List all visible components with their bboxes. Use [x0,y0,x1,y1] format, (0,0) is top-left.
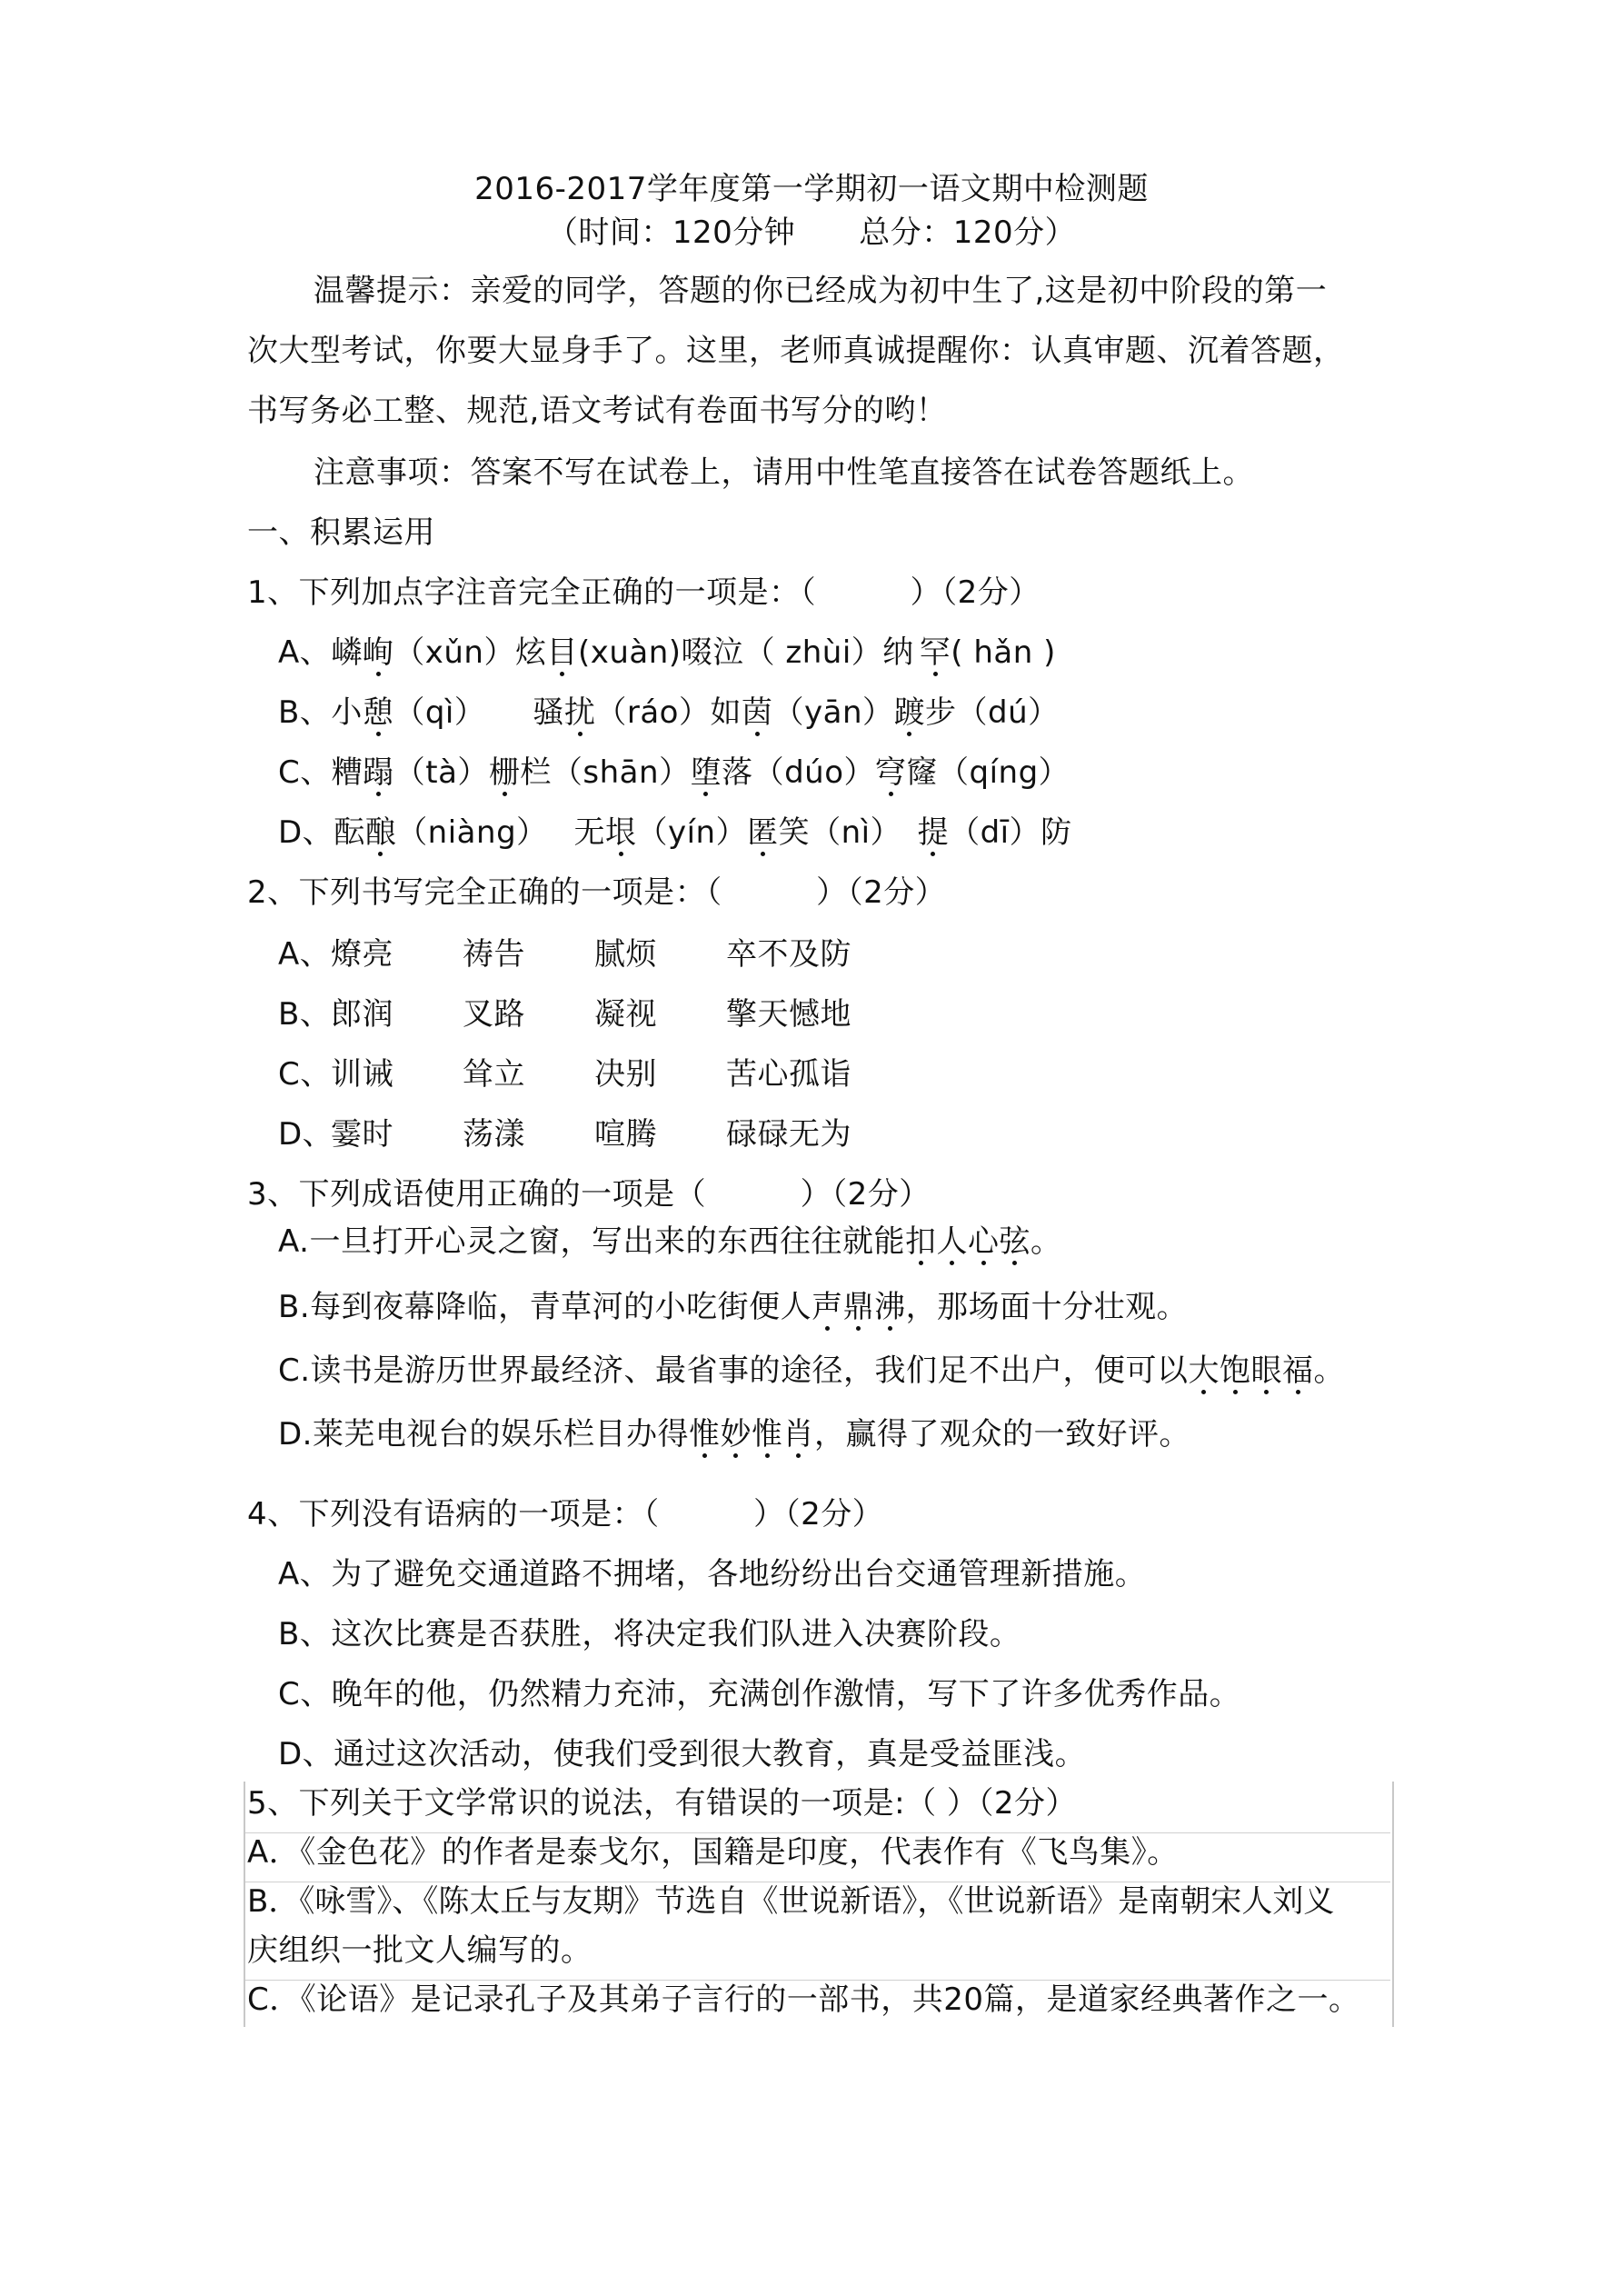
dotted-char: 踱 [893,694,925,731]
text: 笑（nì） [778,814,918,851]
dotted-char: 眼 [1250,1353,1283,1389]
notice-line: 注意事项：答案不写在试卷上，请用中性笔直接答在试卷答题纸上。 [314,454,1254,491]
text: （dī）防 [949,814,1072,851]
q5-option-b-line2: 庆组织一批文人编写的。 [247,1932,592,1969]
text: （tà） [393,754,489,791]
dotted-char: 蹋 [363,754,394,791]
section-heading: 一、积累运用 [247,514,435,551]
dotted-char: 惟 [752,1416,783,1452]
word: 郎润 [331,996,393,1033]
text: C.读书是游历世界最经济、最省事的途径，我们足不出户，便可以 [278,1353,1189,1389]
q5-option-b-line1: B．《咏雪》、《陈太丘与友期》节选自《世说新语》，《世说新语》是南朝宋人刘义 [247,1883,1335,1920]
word: 决别 [594,1056,657,1093]
dotted-char: 人 [936,1223,968,1260]
q5-option-a: A．《金色花》的作者是泰戈尔，国籍是印度，代表作有《飞鸟集》。 [247,1834,1179,1871]
text: 步（dú） [925,694,1060,731]
word: 叉路 [463,996,525,1033]
word: 苦心孤诣 [726,1056,851,1093]
dotted-char: 声 [812,1289,843,1325]
q1-option-a [278,634,1056,671]
dotted-char: 憩 [362,694,394,731]
dotted-char: 酿 [364,814,397,851]
q3-stem: 3、下列成语使用正确的一项是（ ）（2分） [247,1176,931,1213]
q3-option-c [278,1353,1345,1389]
q5-stem: 5、下列关于文学常识的说法，有错误的一项是:（ ）（2分） [247,1785,1078,1822]
text: D.莱芜电视台的娱乐栏目办得 [278,1416,689,1452]
dotted-char: 目 [546,634,578,671]
text: ，那场面十分壮观。 [905,1289,1189,1325]
word: 训诫 [331,1056,393,1093]
dotted-char: 大 [1188,1353,1220,1389]
text: （niàng） 无 [396,814,605,851]
tip-line-2: 次大型考试，你要大显身手了。这里，老师真诚提醒你：认真审题、沉着答题， [247,333,1345,369]
dotted-char: 栅 [488,754,521,791]
text: 。 [1313,1353,1346,1389]
q2-stem: 2、下列书写完全正确的一项是：（ ）（2分） [247,874,947,911]
dotted-char: 匿 [747,814,779,851]
dotted-char: 峋 [362,634,394,671]
text: 落（dúo） [722,754,876,791]
q5-option-c: C．《论语》是记录孔子及其弟子言行的一部书，共20篇，是道家经典著作之一。 [247,1982,1360,2018]
q4-option-a: A、为了避免交通道路不拥堵，各地纷纷出台交通管理新措施。 [278,1556,1147,1592]
text: 。 [1030,1223,1062,1260]
word: 凝视 [594,996,657,1033]
dotted-char: 沸 [874,1289,906,1325]
dotted-char: 垠 [604,814,637,851]
text: （xǔn）炫 [393,634,547,671]
text: B、小 [278,694,363,731]
q3-option-b [278,1289,1188,1325]
exam-total-score: 总分：120分） [859,215,1077,251]
dotted-char: 扣 [904,1223,937,1260]
q1-option-d [278,814,1072,851]
text: B.每到夜幕降临，青草河的小吃街便人 [278,1289,812,1325]
word: 腻烦 [594,936,657,973]
text: 栏（shān） [520,754,691,791]
q2-option-a [278,936,851,973]
word: 耸立 [463,1056,525,1093]
text: ( hǎn ) [951,634,1056,671]
dotted-char: 妙 [720,1416,752,1452]
option-label: A、 [278,634,332,671]
q1-option-b [278,694,1060,731]
word: 擎天憾地 [726,996,851,1033]
word: 燎亮 [331,936,393,973]
exam-title: 2016-2017学年度第一学期初一语文期中检测题 [474,171,1149,207]
dotted-char: 穹 [875,754,907,791]
text: （qì） 骚 [393,694,564,731]
q3-option-a [278,1223,1061,1260]
option-label: B、 [278,996,332,1033]
text: (xuàn)啜泣（ zhùi）纳 [577,634,914,671]
exam-subtitle [0,215,1623,251]
word: 霎时 [331,1116,393,1153]
dotted-char: 扰 [563,694,596,731]
divider [245,1980,1390,1981]
text: D、酝 [278,814,365,851]
q2-option-d [278,1116,851,1153]
q1-stem: 1、下列加点字注音完全正确的一项是：（ ）（2分） [247,574,1041,611]
q3-option-d [278,1416,1190,1452]
text: （yín） [636,814,748,851]
q4-option-b: B、这次比赛是否获胜，将决定我们队进入决赛阶段。 [278,1616,1021,1652]
dotted-char: 提 [917,814,950,851]
text: （yān） [772,694,894,731]
dotted-char: 堕 [690,754,722,791]
dotted-char: 茵 [741,694,773,731]
q1-option-c [278,754,1070,791]
option-label: D、 [278,1116,334,1153]
divider [245,1832,1390,1833]
dotted-char: 惟 [689,1416,721,1452]
word: 祷告 [463,936,525,973]
word: 卒不及防 [726,936,851,973]
q4-option-c: C、晚年的他，仍然精力充沛，充满创作激情，写下了许多优秀作品。 [278,1676,1241,1712]
q2-option-b [278,996,851,1033]
dotted-char: 鼎 [842,1289,875,1325]
tip-line-1: 温馨提示：亲爱的同学，答题的你已经成为初中生了,这是初中阶段的第一 [314,273,1328,309]
dotted-char: 饱 [1220,1353,1251,1389]
q4-option-d: D、通过这次活动，使我们受到很大教育，真是受益匪浅。 [278,1736,1087,1772]
dotted-char: 福 [1282,1353,1314,1389]
dotted-char: 肖 [782,1416,814,1452]
tip-line-3: 书写务必工整、规范,语文考试有卷面书写分的哟！ [247,393,948,429]
text: 窿（qíng） [906,754,1070,791]
option-label: A、 [278,936,332,973]
q4-stem: 4、下列没有语病的一项是：（ ）（2分） [247,1496,884,1532]
text: A.一旦打开心灵之窗，写出来的东西往往就能 [278,1223,905,1260]
q2-option-c [278,1056,851,1093]
text: 嶙 [331,634,363,671]
word: 碌碌无为 [726,1116,851,1153]
word: 喧腾 [594,1116,657,1153]
text: C、糟 [278,754,363,791]
text: （ráo）如 [595,694,742,731]
dotted-char: 心 [967,1223,1000,1260]
word: 荡漾 [463,1116,525,1153]
dotted-char: 弦 [999,1223,1031,1260]
exam-time: （时间：120分钟 [546,215,796,251]
dotted-char: 罕 [919,634,951,671]
text: ，赢得了观众的一致好评。 [814,1416,1190,1452]
option-label: C、 [278,1056,332,1093]
